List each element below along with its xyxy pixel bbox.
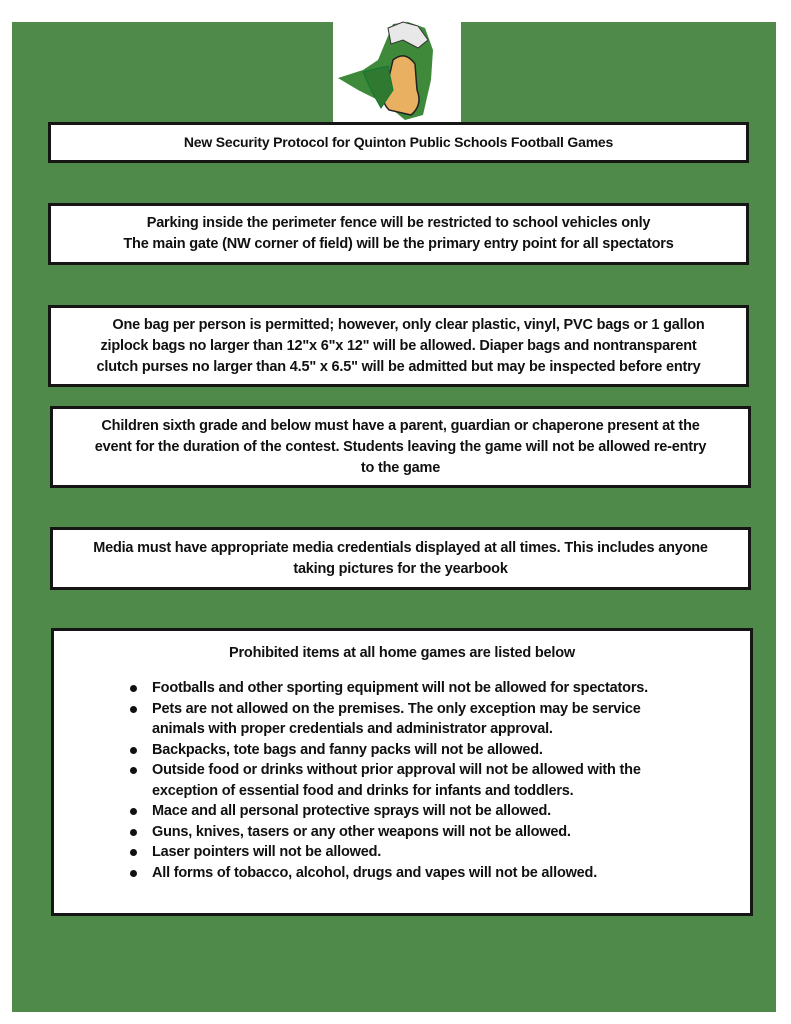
children-line: Children sixth grade and below must have a parent, guardian or chaperone present at the [101, 417, 700, 434]
bullet-icon [130, 829, 137, 836]
bullet-icon [130, 767, 137, 774]
prohibited-item-text: Outside food or drinks without prior approval will not be allowed with the [152, 762, 641, 778]
prohibited-item-text: All forms of tobacco, alcohol, drugs and vapes will not be allowed. [152, 864, 598, 881]
bag-line: clutch purses no larger than 4.5" x 6.5" will be admitted but may be inspected before entry [96, 358, 701, 375]
prohibited-item [126, 760, 648, 801]
prohibited-item-text: Mace and all personal protective sprays will not be allowed. [152, 803, 551, 819]
prohibited-item-text: Backpacks, tote bags and fanny packs will not be allowed. [152, 741, 543, 758]
page-title: New Security Protocol for Quinton Public Schools Football Games [183, 134, 614, 150]
bullet-icon [130, 808, 137, 815]
media-line: Media must have appropriate media credentials displayed at all times. This includes anyone [93, 539, 708, 556]
prohibited-item-text: Laser pointers will not be allowed. [152, 844, 382, 860]
prohibited-item [126, 842, 648, 863]
bullet-icon [130, 706, 137, 713]
prohibited-item [126, 801, 648, 822]
children-line: event for the duration of the contest. Students leaving the game will not be allowed re-entry [94, 438, 707, 455]
children-policy [50, 406, 751, 488]
prohibited-item [126, 740, 648, 761]
bag-line: One bag per person is permitted; however, only clear plastic, vinyl, PVC bags or 1 gallon [112, 316, 705, 333]
entry-line: The main gate (NW corner of field) will be the primary entry point for all spectators [123, 236, 674, 252]
prohibited-item [126, 699, 648, 740]
bullet-icon [130, 870, 137, 877]
prohibited-items [51, 628, 753, 916]
prohibited-item [126, 863, 648, 884]
mascot-logo [333, 20, 461, 124]
title-box [48, 122, 749, 163]
prohibited-item [126, 678, 648, 699]
prohibited-item [126, 822, 648, 843]
prohibited-item-text: Guns, knives, tasers or any other weapons will not be allowed. [152, 823, 571, 840]
media-policy [50, 527, 751, 590]
media-line: taking pictures for the yearbook [293, 560, 508, 577]
bullet-icon [130, 747, 137, 754]
bullet-icon [130, 685, 137, 692]
prohibited-item-text: exception of essential food and drinks for infants and toddlers. [152, 782, 574, 799]
prohibited-item-text: animals with proper credentials and administrator approval. [152, 721, 553, 737]
children-line: to the game [360, 459, 441, 476]
bag-line: ziplock bags no larger than 12"x 6"x 12" will be allowed. Diaper bags and nontransparent [100, 337, 697, 354]
bag-policy [48, 305, 749, 387]
prohibited-heading: Prohibited items at all home games are listed below [229, 645, 575, 661]
warrior-mascot-icon [333, 20, 461, 124]
prohibited-list [126, 678, 648, 883]
parking-line: Parking inside the perimeter fence will be restricted to school vehicles only [146, 215, 651, 231]
prohibited-item-text: Footballs and other sporting equipment will not be allowed for spectators. [152, 680, 648, 696]
prohibited-item-text: Pets are not allowed on the premises. The only exception may be service [152, 700, 641, 717]
bullet-icon [130, 849, 137, 856]
parking-notice [48, 203, 749, 265]
